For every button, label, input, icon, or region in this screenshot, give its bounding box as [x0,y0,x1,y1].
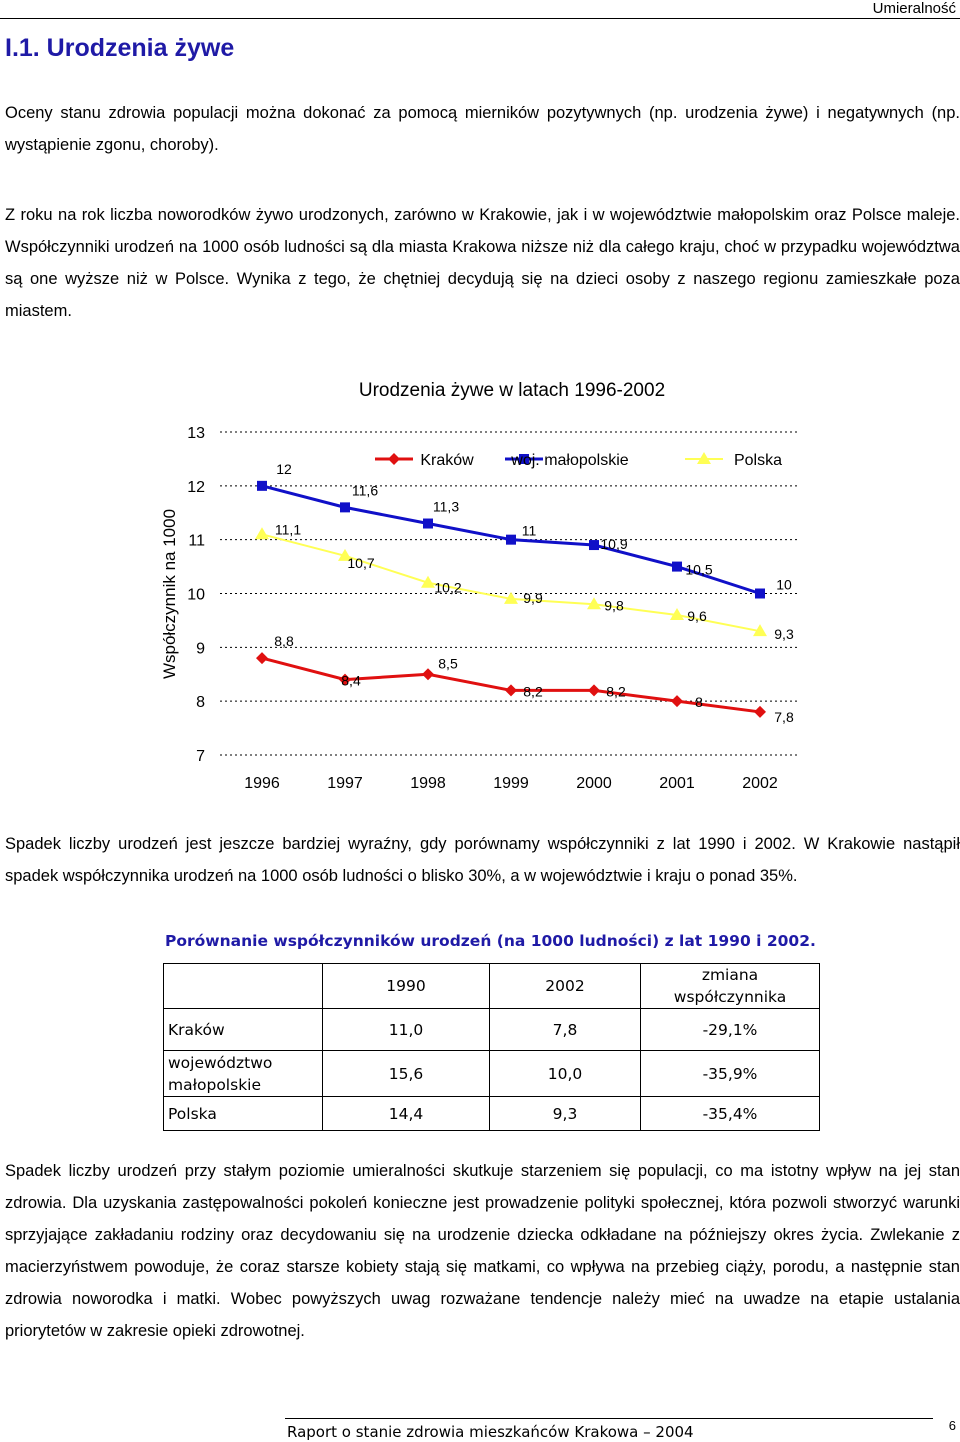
value-1990: 11,0 [323,1009,490,1051]
x-tick-label: 1999 [493,775,529,792]
table-header-cell [164,964,323,1009]
data-label: 9,9 [523,589,543,606]
row-name: Polska [164,1097,323,1131]
value-2002: 9,3 [490,1097,641,1131]
x-axis [244,775,778,792]
data-label: 9,8 [604,597,624,614]
data-point [755,589,765,599]
data-label: 8 [695,694,703,711]
page-number: 6 [948,1418,956,1433]
data-label: 8,5 [438,655,458,672]
x-tick-label: 2002 [742,775,778,792]
data-label: 11,3 [432,498,460,515]
chart-title: Urodzenia żywe w latach 1996-2002 [358,380,666,401]
data-point [256,652,268,664]
data-label: 10,2 [434,579,462,596]
x-tick-label: 2001 [659,775,695,792]
data-label: 9,3 [774,626,794,643]
legend-label: Polska [733,452,783,469]
births-line-chart [0,360,960,800]
x-tick-label: 2000 [576,775,612,792]
paragraph-3: Spadek liczby urodzeń jest jeszcze bardziej wyraźny, gdy porównamy współczynniki z lat 1990 i 2002. W Krakowie nastąpił spadek współczynnika urodzeń na 1000 osób ludności o blisko 30%, a w województwie i kraju o ponad 35%. [5,835,960,885]
data-point [422,668,434,680]
x-tick-label: 1996 [244,775,280,792]
data-point [505,684,517,696]
data-label: 8,2 [523,683,543,700]
value-1990: 14,4 [323,1097,490,1131]
data-label: 10,9 [600,536,628,553]
section-title: I.1. Urodzenia żywe [5,34,235,62]
y-tick-label: 11 [188,532,205,550]
data-label: 11,6 [351,482,379,499]
value-change: -29,1% [641,1009,820,1051]
y-tick-label: 7 [196,748,205,765]
table-row [164,1097,820,1131]
data-label: 8,8 [274,633,294,650]
legend-marker [388,453,400,465]
y-tick-label: 12 [187,478,205,496]
data-point [754,706,766,718]
table-header-row [164,964,820,1009]
data-point [589,540,599,550]
data-label: 8,2 [606,683,626,700]
data-label: 10 [776,576,792,593]
data-label: 11,1 [274,521,302,538]
footer-text: Raport o stanie zdrowia mieszkańców Krakowa – 2004 [287,1423,694,1441]
y-tick-label: 8 [196,694,205,712]
data-point [255,527,269,539]
row-name: Kraków [164,1009,323,1051]
table-row [164,1009,820,1051]
y-axis-label: Współczynnik na 1000 [160,508,179,680]
data-label: 10,5 [685,561,713,578]
data-label: 8,4 [341,672,361,689]
series-line [262,534,760,631]
y-axis [187,425,205,765]
table-header-cell: 1990 [323,964,490,1009]
data-point [423,519,433,529]
legend-label: woj. małopolskie [511,452,629,469]
value-2002: 7,8 [490,1009,641,1051]
data-label: 7,8 [774,708,794,725]
data-label: 10,7 [347,554,375,571]
x-tick-label: 1998 [410,775,446,792]
table-header-cell: 2002 [490,964,641,1009]
data-label: 9,6 [687,608,707,625]
y-tick-label: 9 [196,640,205,658]
value-change: -35,4% [641,1097,820,1131]
data-label: 12 [276,460,292,477]
data-point [257,481,267,491]
x-tick-label: 1997 [327,775,363,792]
running-header: Umieralność [872,0,956,17]
chart-legend [375,452,782,469]
legend-label: Kraków [420,452,474,469]
comparison-table [163,963,820,1131]
header-rule [0,18,960,19]
paragraph-2: Z roku na rok liczba noworodków żywo urodzonych, zarówno w Krakowie, jak i w województwie małopolskim oraz Polsce maleje. Współczynniki urodzeń na 1000 osób ludności są dla miasta Krakowa niższe niż dla całego kraju, choć w przypadku województwa są one wyższe niż w Polsce. Wynika z tego, że chętniej decydują się na dzieci osoby z naszego regionu zamieszkałe poza miastem. [5,206,960,320]
table-title: Porównanie współczynników urodzeń (na 1000 ludności) z lat 1990 i 2002. [165,932,816,950]
data-point [506,535,516,545]
value-change: -35,9% [641,1051,820,1097]
data-point [340,502,350,512]
table-header-cell: zmiana współczynnika [641,964,820,1009]
table-row [164,1051,820,1097]
y-tick-label: 10 [187,586,205,604]
data-label: 11 [521,522,537,539]
data-point [672,562,682,572]
data-point [671,695,683,707]
series-layer [255,461,794,725]
value-2002: 10,0 [490,1051,641,1097]
footer-rule [285,1418,933,1419]
y-tick-label: 13 [187,425,205,442]
value-1990: 15,6 [323,1051,490,1097]
paragraph-1: Oceny stanu zdrowia populacji można dokonać za pomocą mierników pozytywnych (np. urodzenia żywe) i negatywnych (np. wystąpienie zgonu, choroby). [5,104,960,154]
paragraph-4: Spadek liczby urodzeń przy stałym poziomie umieralności skutkuje starzeniem się populacji, co ma istotny wpływ na jej stan zdrowia. Dla uzyskania zastępowalności pokoleń konieczne jest prowadzenie polityki społecznej, która pozwoli stworzyć warunki sprzyjające zakładaniu rodziny oraz decydowaniu się na urodzenie dziecka odkładane na późniejszy okres życia. Zwlekanie z macierzyństwem powoduje, że coraz starsze kobiety stają się matkami, co wpływa na przebieg ciąży, porodu, a następnie stan zdrowia noworodka i matki. Wobec powyższych uwag rozważane tendencje należy mieć na uwadze na etapie ustalania priorytetów w zakresie opieki zdrowotnej. [5,1162,960,1340]
data-point [588,684,600,696]
row-name: województwo małopolskie [164,1051,323,1097]
